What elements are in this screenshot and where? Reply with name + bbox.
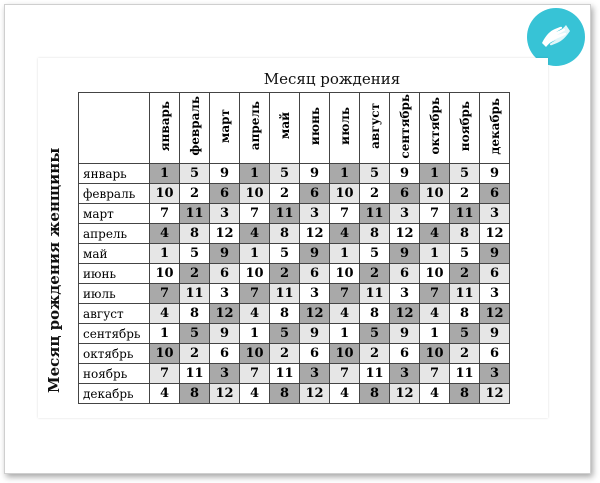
row-header: август — [79, 304, 150, 324]
table-cell: 2 — [270, 184, 300, 204]
table-cell: 5 — [360, 244, 390, 264]
table-row — [79, 244, 510, 264]
table-cell: 8 — [270, 304, 300, 324]
table-cell: 3 — [390, 364, 420, 384]
table-cell: 4 — [330, 304, 360, 324]
table-cell: 1 — [330, 324, 360, 344]
table-cell: 3 — [300, 284, 330, 304]
table-cell: 1 — [240, 324, 270, 344]
table-cell: 1 — [150, 164, 180, 184]
table-cell: 3 — [390, 284, 420, 304]
table-cell: 4 — [150, 384, 180, 404]
table-cell: 8 — [450, 384, 480, 404]
table-cell: 12 — [300, 384, 330, 404]
row-header: октябрь — [79, 344, 150, 364]
table-cell: 5 — [450, 324, 480, 344]
table-cell: 7 — [330, 364, 360, 384]
column-header-label: май — [277, 112, 292, 140]
column-header-label: январь — [157, 100, 172, 152]
table-cell: 8 — [450, 304, 480, 324]
table-cell: 6 — [390, 264, 420, 284]
table-cell: 12 — [210, 304, 240, 324]
table-cell: 8 — [360, 384, 390, 404]
table-cell: 11 — [450, 204, 480, 224]
table-cell: 7 — [330, 204, 360, 224]
row-header: июнь — [79, 264, 150, 284]
table-cell: 9 — [390, 244, 420, 264]
table-cell: 1 — [420, 164, 450, 184]
table-row — [79, 204, 510, 224]
table-cell: 11 — [270, 284, 300, 304]
table-cell: 11 — [450, 284, 480, 304]
table-cell: 3 — [210, 204, 240, 224]
table-cell: 5 — [270, 164, 300, 184]
table-cell: 12 — [210, 224, 240, 244]
table-cell: 3 — [300, 364, 330, 384]
table-cell: 5 — [180, 244, 210, 264]
row-header: февраль — [79, 184, 150, 204]
table-cell: 9 — [300, 244, 330, 264]
table-cell: 2 — [450, 264, 480, 284]
table-corner — [79, 93, 150, 164]
table-cell: 12 — [480, 384, 510, 404]
table-cell: 10 — [240, 344, 270, 364]
table-cell: 2 — [180, 344, 210, 364]
table-cell: 4 — [240, 224, 270, 244]
row-header: январь — [79, 164, 150, 184]
table-cell: 1 — [330, 244, 360, 264]
table-cell: 7 — [150, 284, 180, 304]
table-cell: 10 — [150, 184, 180, 204]
table-cell: 5 — [360, 324, 390, 344]
month-header-row — [79, 93, 510, 164]
table-cell: 8 — [360, 224, 390, 244]
table-cell: 6 — [390, 344, 420, 364]
table-cell: 2 — [180, 264, 210, 284]
row-header: сентябрь — [79, 324, 150, 344]
column-header — [390, 93, 420, 164]
table-cell: 11 — [270, 364, 300, 384]
table-cell: 6 — [390, 184, 420, 204]
table-cell: 8 — [180, 224, 210, 244]
table-cell: 7 — [240, 204, 270, 224]
column-header — [240, 93, 270, 164]
table-row — [79, 184, 510, 204]
row-header: ноябрь — [79, 364, 150, 384]
row-header: май — [79, 244, 150, 264]
table-cell: 11 — [360, 204, 390, 224]
table-cell: 10 — [330, 184, 360, 204]
table-cell: 6 — [210, 264, 240, 284]
table-cell: 11 — [270, 204, 300, 224]
table-cell: 6 — [210, 344, 240, 364]
column-header — [450, 93, 480, 164]
table-cell: 2 — [180, 184, 210, 204]
table-cell: 10 — [240, 264, 270, 284]
table-cell: 7 — [150, 364, 180, 384]
table-cell: 5 — [270, 244, 300, 264]
table-cell: 10 — [240, 184, 270, 204]
table-row — [79, 304, 510, 324]
table-cell: 9 — [210, 324, 240, 344]
table-cell: 12 — [390, 304, 420, 324]
table-cell: 6 — [210, 184, 240, 204]
column-header-label: апрель — [247, 101, 262, 151]
column-header-label: июль — [337, 107, 352, 145]
row-axis-title: Месяц рождения женщины — [45, 147, 63, 393]
table-cell: 8 — [180, 384, 210, 404]
table-cell: 11 — [450, 364, 480, 384]
table-cell: 11 — [180, 284, 210, 304]
table-cell: 3 — [210, 284, 240, 304]
row-header: март — [79, 204, 150, 224]
table-row — [79, 284, 510, 304]
table-cell: 4 — [420, 304, 450, 324]
table-cell: 11 — [360, 364, 390, 384]
table-row — [79, 324, 510, 344]
table-cell: 6 — [480, 264, 510, 284]
table-cell: 5 — [270, 324, 300, 344]
table-cell: 5 — [360, 164, 390, 184]
table-cell: 7 — [420, 284, 450, 304]
table-cell: 5 — [180, 164, 210, 184]
table-cell: 4 — [150, 224, 180, 244]
column-header — [480, 93, 510, 164]
column-header — [270, 93, 300, 164]
table-cell: 12 — [480, 304, 510, 324]
table-cell: 4 — [420, 384, 450, 404]
table-cell: 1 — [150, 244, 180, 264]
table-cell: 2 — [360, 264, 390, 284]
table-cell: 4 — [150, 304, 180, 324]
table-cell: 10 — [150, 344, 180, 364]
table-cell: 3 — [480, 364, 510, 384]
table-cell: 9 — [300, 164, 330, 184]
table-cell: 2 — [450, 184, 480, 204]
table-cell: 6 — [300, 264, 330, 284]
table-row — [79, 384, 510, 404]
table-cell: 1 — [150, 324, 180, 344]
table-cell: 7 — [240, 364, 270, 384]
table-cell: 2 — [360, 344, 390, 364]
table-cell: 8 — [270, 384, 300, 404]
table-cell: 4 — [240, 384, 270, 404]
column-header — [330, 93, 360, 164]
table-cell: 10 — [420, 344, 450, 364]
table-cell: 7 — [150, 204, 180, 224]
table-row — [79, 164, 510, 184]
table-cell: 6 — [480, 184, 510, 204]
table-cell: 7 — [240, 284, 270, 304]
table-cell: 9 — [210, 244, 240, 264]
table-cell: 4 — [240, 304, 270, 324]
column-header — [360, 93, 390, 164]
table-cell: 3 — [480, 284, 510, 304]
table-cell: 3 — [300, 204, 330, 224]
column-header — [420, 93, 450, 164]
table-cell: 12 — [390, 384, 420, 404]
table-cell: 9 — [210, 164, 240, 184]
table-cell: 2 — [360, 184, 390, 204]
table-cell: 7 — [420, 364, 450, 384]
table-cell: 5 — [450, 244, 480, 264]
table-cell: 1 — [420, 244, 450, 264]
table-cell: 5 — [450, 164, 480, 184]
row-header: апрель — [79, 224, 150, 244]
table-cell: 2 — [270, 344, 300, 364]
table-row — [79, 344, 510, 364]
column-header-label: декабрь — [487, 97, 502, 155]
table-cell: 8 — [180, 304, 210, 324]
column-header — [150, 93, 180, 164]
table-row — [79, 264, 510, 284]
column-header-label: февраль — [187, 96, 202, 156]
table-cell: 9 — [390, 164, 420, 184]
table-cell: 10 — [420, 264, 450, 284]
table-cell: 4 — [420, 224, 450, 244]
column-header — [180, 93, 210, 164]
column-header-label: март — [217, 108, 232, 144]
table-cell: 12 — [300, 224, 330, 244]
table-cell: 9 — [480, 244, 510, 264]
table-cell: 12 — [390, 224, 420, 244]
helping-hands-icon — [536, 17, 576, 57]
table-cell: 1 — [240, 164, 270, 184]
column-header-label: август — [367, 103, 382, 149]
table-cell: 10 — [330, 344, 360, 364]
table-cell: 8 — [360, 304, 390, 324]
table-cell: 10 — [420, 184, 450, 204]
table-cell: 3 — [210, 364, 240, 384]
table-row — [79, 224, 510, 244]
table-cell: 12 — [300, 304, 330, 324]
column-header-label: ноябрь — [457, 100, 472, 152]
table-row — [79, 364, 510, 384]
column-header-label: июнь — [307, 106, 322, 146]
table-cell: 10 — [330, 264, 360, 284]
table-cell: 9 — [300, 324, 330, 344]
table-cell: 5 — [180, 324, 210, 344]
table-cell: 11 — [180, 204, 210, 224]
table-cell: 9 — [480, 164, 510, 184]
table-cell: 6 — [300, 184, 330, 204]
table-cell: 3 — [390, 204, 420, 224]
column-axis-title: Месяц рождения — [263, 70, 401, 88]
column-header-label: октябрь — [427, 97, 442, 155]
row-header: декабрь — [79, 384, 150, 404]
column-header-label: сентябрь — [397, 93, 412, 159]
column-header — [210, 93, 240, 164]
table-cell: 8 — [450, 224, 480, 244]
table-cell: 6 — [480, 344, 510, 364]
table-cell: 9 — [390, 324, 420, 344]
compatibility-table — [78, 92, 510, 404]
table-cell: 2 — [450, 344, 480, 364]
row-header: июль — [79, 284, 150, 304]
table-cell: 1 — [420, 324, 450, 344]
column-header — [300, 93, 330, 164]
table-cell: 7 — [420, 204, 450, 224]
table-cell: 8 — [270, 224, 300, 244]
table-cell: 1 — [240, 244, 270, 264]
table-cell: 12 — [210, 384, 240, 404]
table-cell: 4 — [330, 384, 360, 404]
table-cell: 3 — [480, 204, 510, 224]
table-cell: 7 — [330, 284, 360, 304]
table-cell: 1 — [330, 164, 360, 184]
table-cell: 10 — [150, 264, 180, 284]
table-cell: 11 — [180, 364, 210, 384]
table-cell: 9 — [480, 324, 510, 344]
table-cell: 6 — [300, 344, 330, 364]
table-cell: 11 — [360, 284, 390, 304]
table-cell: 4 — [330, 224, 360, 244]
table-cell: 2 — [270, 264, 300, 284]
table-cell: 12 — [480, 224, 510, 244]
